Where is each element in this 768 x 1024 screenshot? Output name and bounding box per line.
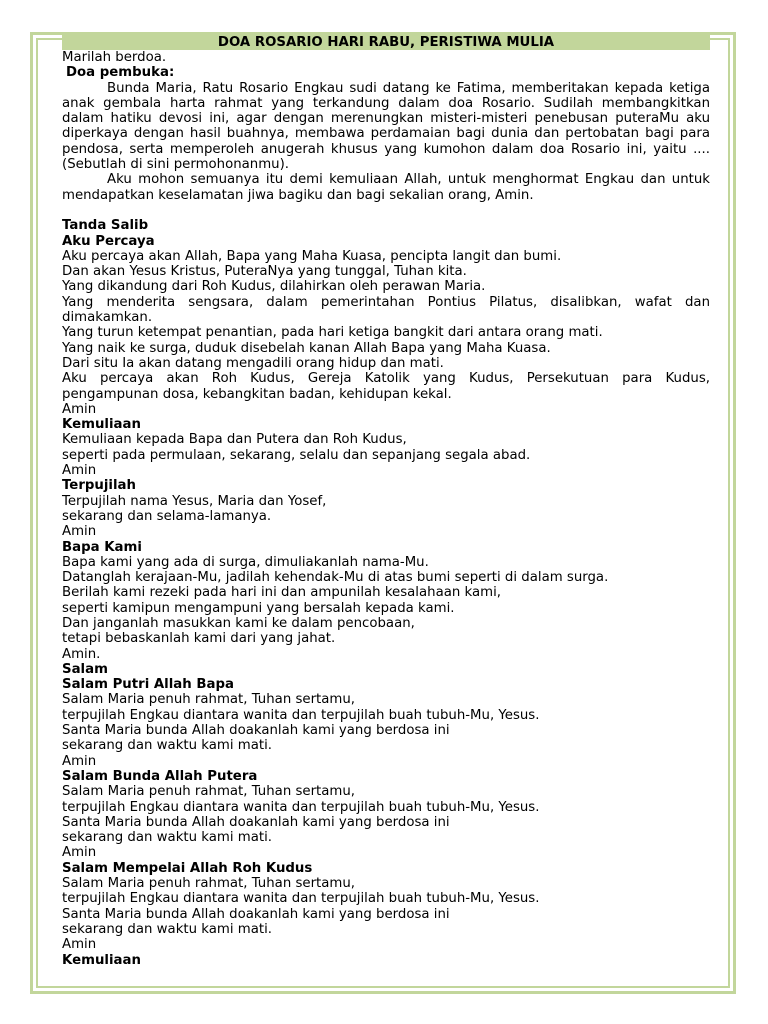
prayer-line: Yang dikandung dari Roh Kudus, dilahirkan oleh perawan Maria. xyxy=(62,279,486,295)
bapa-kami-heading: Bapa Kami xyxy=(62,539,142,555)
kemuliaan-heading: Kemuliaan xyxy=(62,417,141,433)
prayer-line: seperti pada permulaan, sekarang, selalu dan sepanjang segala abad. xyxy=(62,447,531,463)
prayer-line: sekarang dan selama-lamanya. xyxy=(62,508,272,524)
prayer-line: Kemuliaan kepada Bapa dan Putera dan Roh Kudus, xyxy=(62,432,407,448)
prayer-line: Santa Maria bunda Allah doakanlah kami yang berdosa ini xyxy=(62,814,450,830)
aku-percaya-heading: Aku Percaya xyxy=(62,233,155,249)
prayer-line: Santa Maria bunda Allah doakanlah kami yang berdosa ini xyxy=(62,906,450,922)
document-title: DOA ROSARIO HARI RABU, PERISTIWA MULIA xyxy=(62,35,710,50)
prayer-line: Berilah kami rezeki pada hari ini dan ampunilah kesalahaan kami, xyxy=(62,585,502,601)
prayer-line: Yang turun ketempat penantian, pada hari ketiga bangkit dari antara orang mati. xyxy=(62,325,603,341)
opening-paragraph-1: Bunda Maria, Ratu Rosario Engkau sudi datang ke Fatima, memberitakan kepada ketiga anak gembala harta rahmat yang terkandung dalam doa Rosario. Sudilah membangkitkan dalam hatiku devosi ini, agar dengan merenungkan misteri-misteri penebusan puteraMu aku diperkaya dengan hasil buahnya, membawa perdamaian bagi dunia dan pertobatan bagi para pendosa, serta memperoleh anugerah khusus yang kumohon dalam doa Rosario ini, yaitu .... (Sebutlah di sini permohonanmu). xyxy=(62,80,710,173)
salam-heading: Salam xyxy=(62,661,108,677)
document-body xyxy=(62,35,710,968)
salam-mempelai-heading: Salam Mempelai Allah Roh Kudus xyxy=(62,860,313,876)
prayer-line: Salam Maria penuh rahmat, Tuhan sertamu, xyxy=(62,692,356,708)
prayer-line: Terpujilah nama Yesus, Maria dan Yosef, xyxy=(62,493,327,509)
prayer-line: Santa Maria bunda Allah doakanlah kami yang berdosa ini xyxy=(62,723,450,739)
prayer-line: Salam Maria penuh rahmat, Tuhan sertamu, xyxy=(62,784,356,800)
closing-kemuliaan-heading: Kemuliaan xyxy=(62,952,141,968)
prayer-line: Datanglah kerajaan-Mu, jadilah kehendak-Mu di atas bumi seperti di dalam surga. xyxy=(62,570,609,586)
prayer-line: tetapi bebaskanlah kami dari yang jahat. xyxy=(62,631,336,647)
prayer-amen: Amin xyxy=(62,524,97,540)
prayer-line: Dari situ Ia akan datang mengadili orang hidup dan mati. xyxy=(62,355,444,371)
prayer-line: Bapa kami yang ada di surga, dimuliakanlah nama-Mu. xyxy=(62,554,429,570)
intro-text: Marilah berdoa. xyxy=(62,50,167,65)
terpujilah-heading: Terpujilah xyxy=(62,478,136,494)
prayer-line: Yang naik ke surga, duduk disebelah kanan Allah Bapa yang Maha Kuasa. xyxy=(62,340,551,356)
prayer-line: sekarang dan waktu kami mati. xyxy=(62,830,272,846)
salam-putri-heading: Salam Putri Allah Bapa xyxy=(62,677,234,693)
prayer-line: sekarang dan waktu kami mati. xyxy=(62,921,272,937)
prayer-amen: Amin. xyxy=(62,646,101,662)
prayer-amen: Amin xyxy=(62,463,97,479)
prayer-line: Yang menderita sengsara, dalam pemerintahan Pontius Pilatus, disalibkan, wafat dan dimakamkan. xyxy=(62,294,710,326)
prayer-line: Dan janganlah masukkan kami ke dalam pencobaan, xyxy=(62,615,415,631)
prayer-line: Aku percaya akan Allah, Bapa yang Maha Kuasa, pencipta langit dan bumi. xyxy=(62,248,562,264)
prayer-amen: Amin xyxy=(62,753,97,769)
salam-bunda-heading: Salam Bunda Allah Putera xyxy=(62,768,258,784)
prayer-amen: Amin xyxy=(62,401,97,417)
prayer-line: Dan akan Yesus Kristus, PuteraNya yang tunggal, Tuhan kita. xyxy=(62,264,467,280)
prayer-amen: Amin xyxy=(62,937,97,953)
prayer-line: seperti kamipun mengampuni yang bersalah kepada kami. xyxy=(62,600,455,616)
prayer-line: terpujilah Engkau diantara wanita dan terpujilah buah tubuh-Mu, Yesus. xyxy=(62,707,540,723)
prayer-line: Salam Maria penuh rahmat, Tuhan sertamu, xyxy=(62,876,356,892)
prayer-line: terpujilah Engkau diantara wanita dan terpujilah buah tubuh-Mu, Yesus. xyxy=(62,891,540,907)
prayer-line: terpujilah Engkau diantara wanita dan terpujilah buah tubuh-Mu, Yesus. xyxy=(62,799,540,815)
spacer xyxy=(62,203,710,218)
prayer-amen: Amin xyxy=(62,845,97,861)
opening-paragraph-2: Aku mohon semuanya itu demi kemuliaan Allah, untuk menghormat Engkau dan untuk mendapatkan keselamatan jiwa bagiku dan bagi sekalian orang, Amin. xyxy=(62,172,710,203)
prayer-line: sekarang dan waktu kami mati. xyxy=(62,738,272,754)
prayer-line: Aku percaya akan Roh Kudus, Gereja Katolik yang Kudus, Persekutuan para Kudus, pengampunan dosa, kebangkitan badan, kehidupan kekal. xyxy=(62,371,710,402)
tanda-salib-heading: Tanda Salib xyxy=(62,218,149,234)
opening-heading: Doa pembuka: xyxy=(66,65,175,81)
